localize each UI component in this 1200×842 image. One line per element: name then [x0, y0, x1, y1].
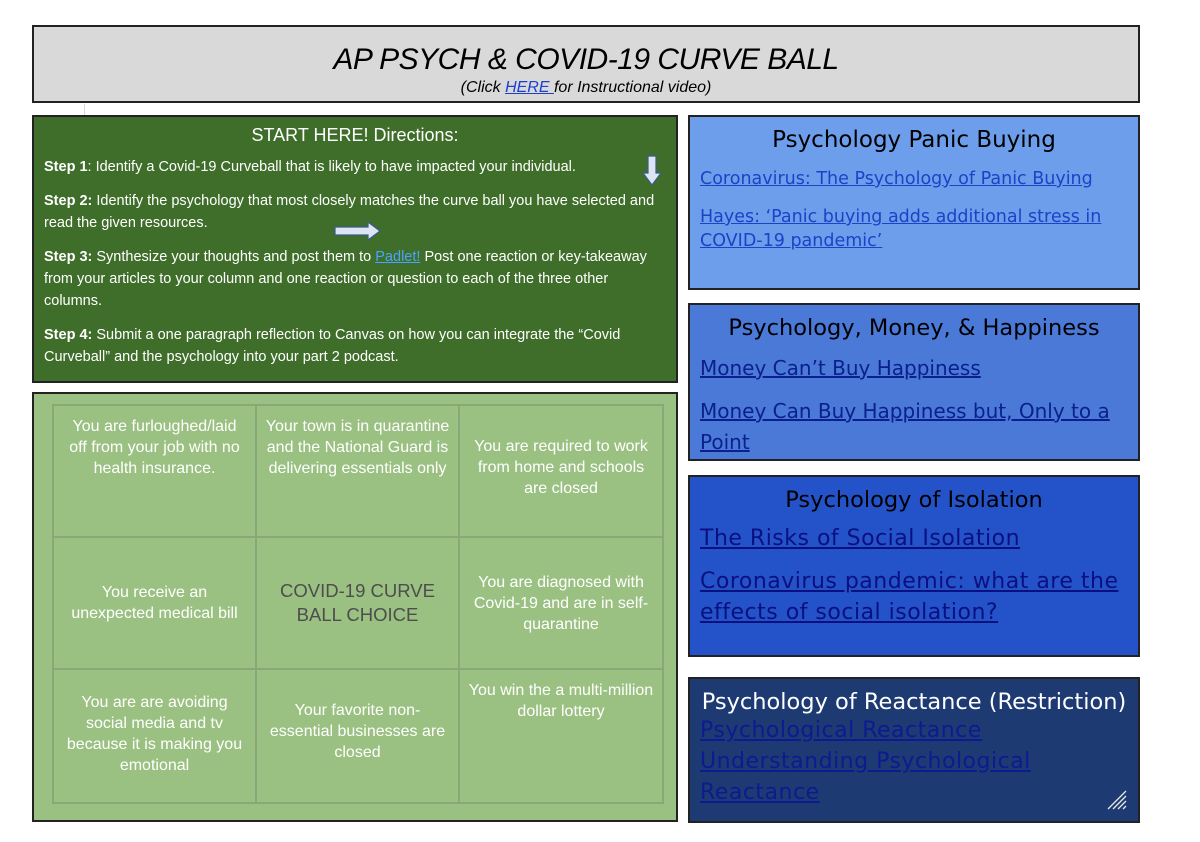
resize-handle-icon[interactable]	[1106, 789, 1128, 811]
sub-suffix: for Instructional video)	[553, 79, 712, 96]
panel-money-happiness	[688, 303, 1140, 461]
link-psychology-panic-buying[interactable]: Coronavirus: The Psychology of Panic Buying	[700, 169, 1093, 189]
link-risks-social-isolation[interactable]: The Risks of Social Isolation	[700, 526, 1021, 551]
video-instruction	[34, 79, 1138, 97]
step-3-label: Step 3:	[44, 249, 93, 265]
sub-prefix: (Click	[460, 79, 506, 96]
curveball-avoiding-media: You are are avoiding social media and tv because it is making you emotional	[53, 669, 256, 803]
panel-reactance	[688, 677, 1140, 823]
step-2-text: Identify the psychology that most closely matches the curve ball you have selected and read the given resources.	[44, 193, 655, 231]
page-title: AP PSYCH & COVID-19 CURVE BALL	[333, 43, 839, 76]
step-3	[44, 246, 666, 312]
link-hayes-panic-buying[interactable]: Hayes: ‘Panic buying adds additional stress in COVID-19 pandemic’	[700, 207, 1102, 251]
link-psychological-reactance[interactable]: Psychological Reactance	[700, 718, 982, 743]
link-money-cant-buy[interactable]: Money Can’t Buy Happiness	[700, 356, 981, 380]
curveball-board	[32, 392, 678, 822]
curveball-choice-center: COVID-19 CURVE BALL CHOICE	[256, 537, 459, 669]
curveball-businesses-closed: Your favorite non-essential businesses are closed	[256, 669, 459, 803]
step-4-text: Submit a one paragraph reflection to Canvas on how you can integrate the “Covid Curveball” and the psychology into your part 2 podcast.	[44, 327, 621, 365]
step-1-label: Step 1	[44, 159, 88, 175]
step-1	[44, 156, 666, 178]
padlet-link[interactable]: Padlet!	[375, 249, 421, 265]
header-banner	[32, 25, 1140, 103]
step-1-text: : Identify a Covid-19 Curveball that is likely to have impacted your individual.	[87, 159, 576, 175]
curveball-town-quarantine: Your town is in quarantine and the National Guard is delivering essentials only	[256, 405, 459, 537]
step-2-label: Step 2:	[44, 193, 93, 209]
panel-title: Psychology, Money, & Happiness	[728, 315, 1100, 341]
arrow-down-icon	[642, 155, 662, 187]
step-4	[44, 324, 666, 368]
arrow-right-icon	[334, 221, 382, 241]
curveball-diagnosed: You are diagnosed with Covid-19 and are in self-quarantine	[459, 537, 663, 669]
panel-isolation	[688, 475, 1140, 657]
instructional-video-link[interactable]: HERE	[505, 79, 554, 96]
curveball-lottery: You win the a multi-million dollar lottery	[459, 669, 663, 803]
curveball-work-from-home: You are required to work from home and schools are closed	[459, 405, 663, 537]
curveball-grid	[52, 404, 664, 804]
directions-title: START HERE! Directions:	[251, 125, 459, 145]
panel-title: Psychology of Reactance (Restriction)	[701, 689, 1127, 715]
panel-panic-buying	[688, 115, 1140, 290]
panel-title: Psychology of Isolation	[785, 487, 1043, 513]
step-3-text-a: Synthesize your thoughts and post them to	[92, 249, 376, 265]
link-effects-social-isolation[interactable]: Coronavirus pandemic: what are the effects of social isolation?	[700, 569, 1119, 625]
step-3-text-b: Post one reaction or key-takeaway from your articles to your column and one reaction or question to each of the three other columns.	[44, 249, 647, 309]
step-4-label: Step 4:	[44, 327, 93, 343]
curveball-medical-bill: You receive an unexpected medical bill	[53, 537, 256, 669]
curveball-furloughed: You are furloughed/laid off from your job with no health insurance.	[53, 405, 256, 537]
link-understanding-reactance[interactable]: Understanding Psychological Reactance	[700, 749, 1031, 805]
link-money-can-buy[interactable]: Money Can Buy Happiness but, Only to a Point	[700, 399, 1110, 454]
directions-panel	[32, 115, 678, 383]
panel-title: Psychology Panic Buying	[772, 127, 1056, 153]
